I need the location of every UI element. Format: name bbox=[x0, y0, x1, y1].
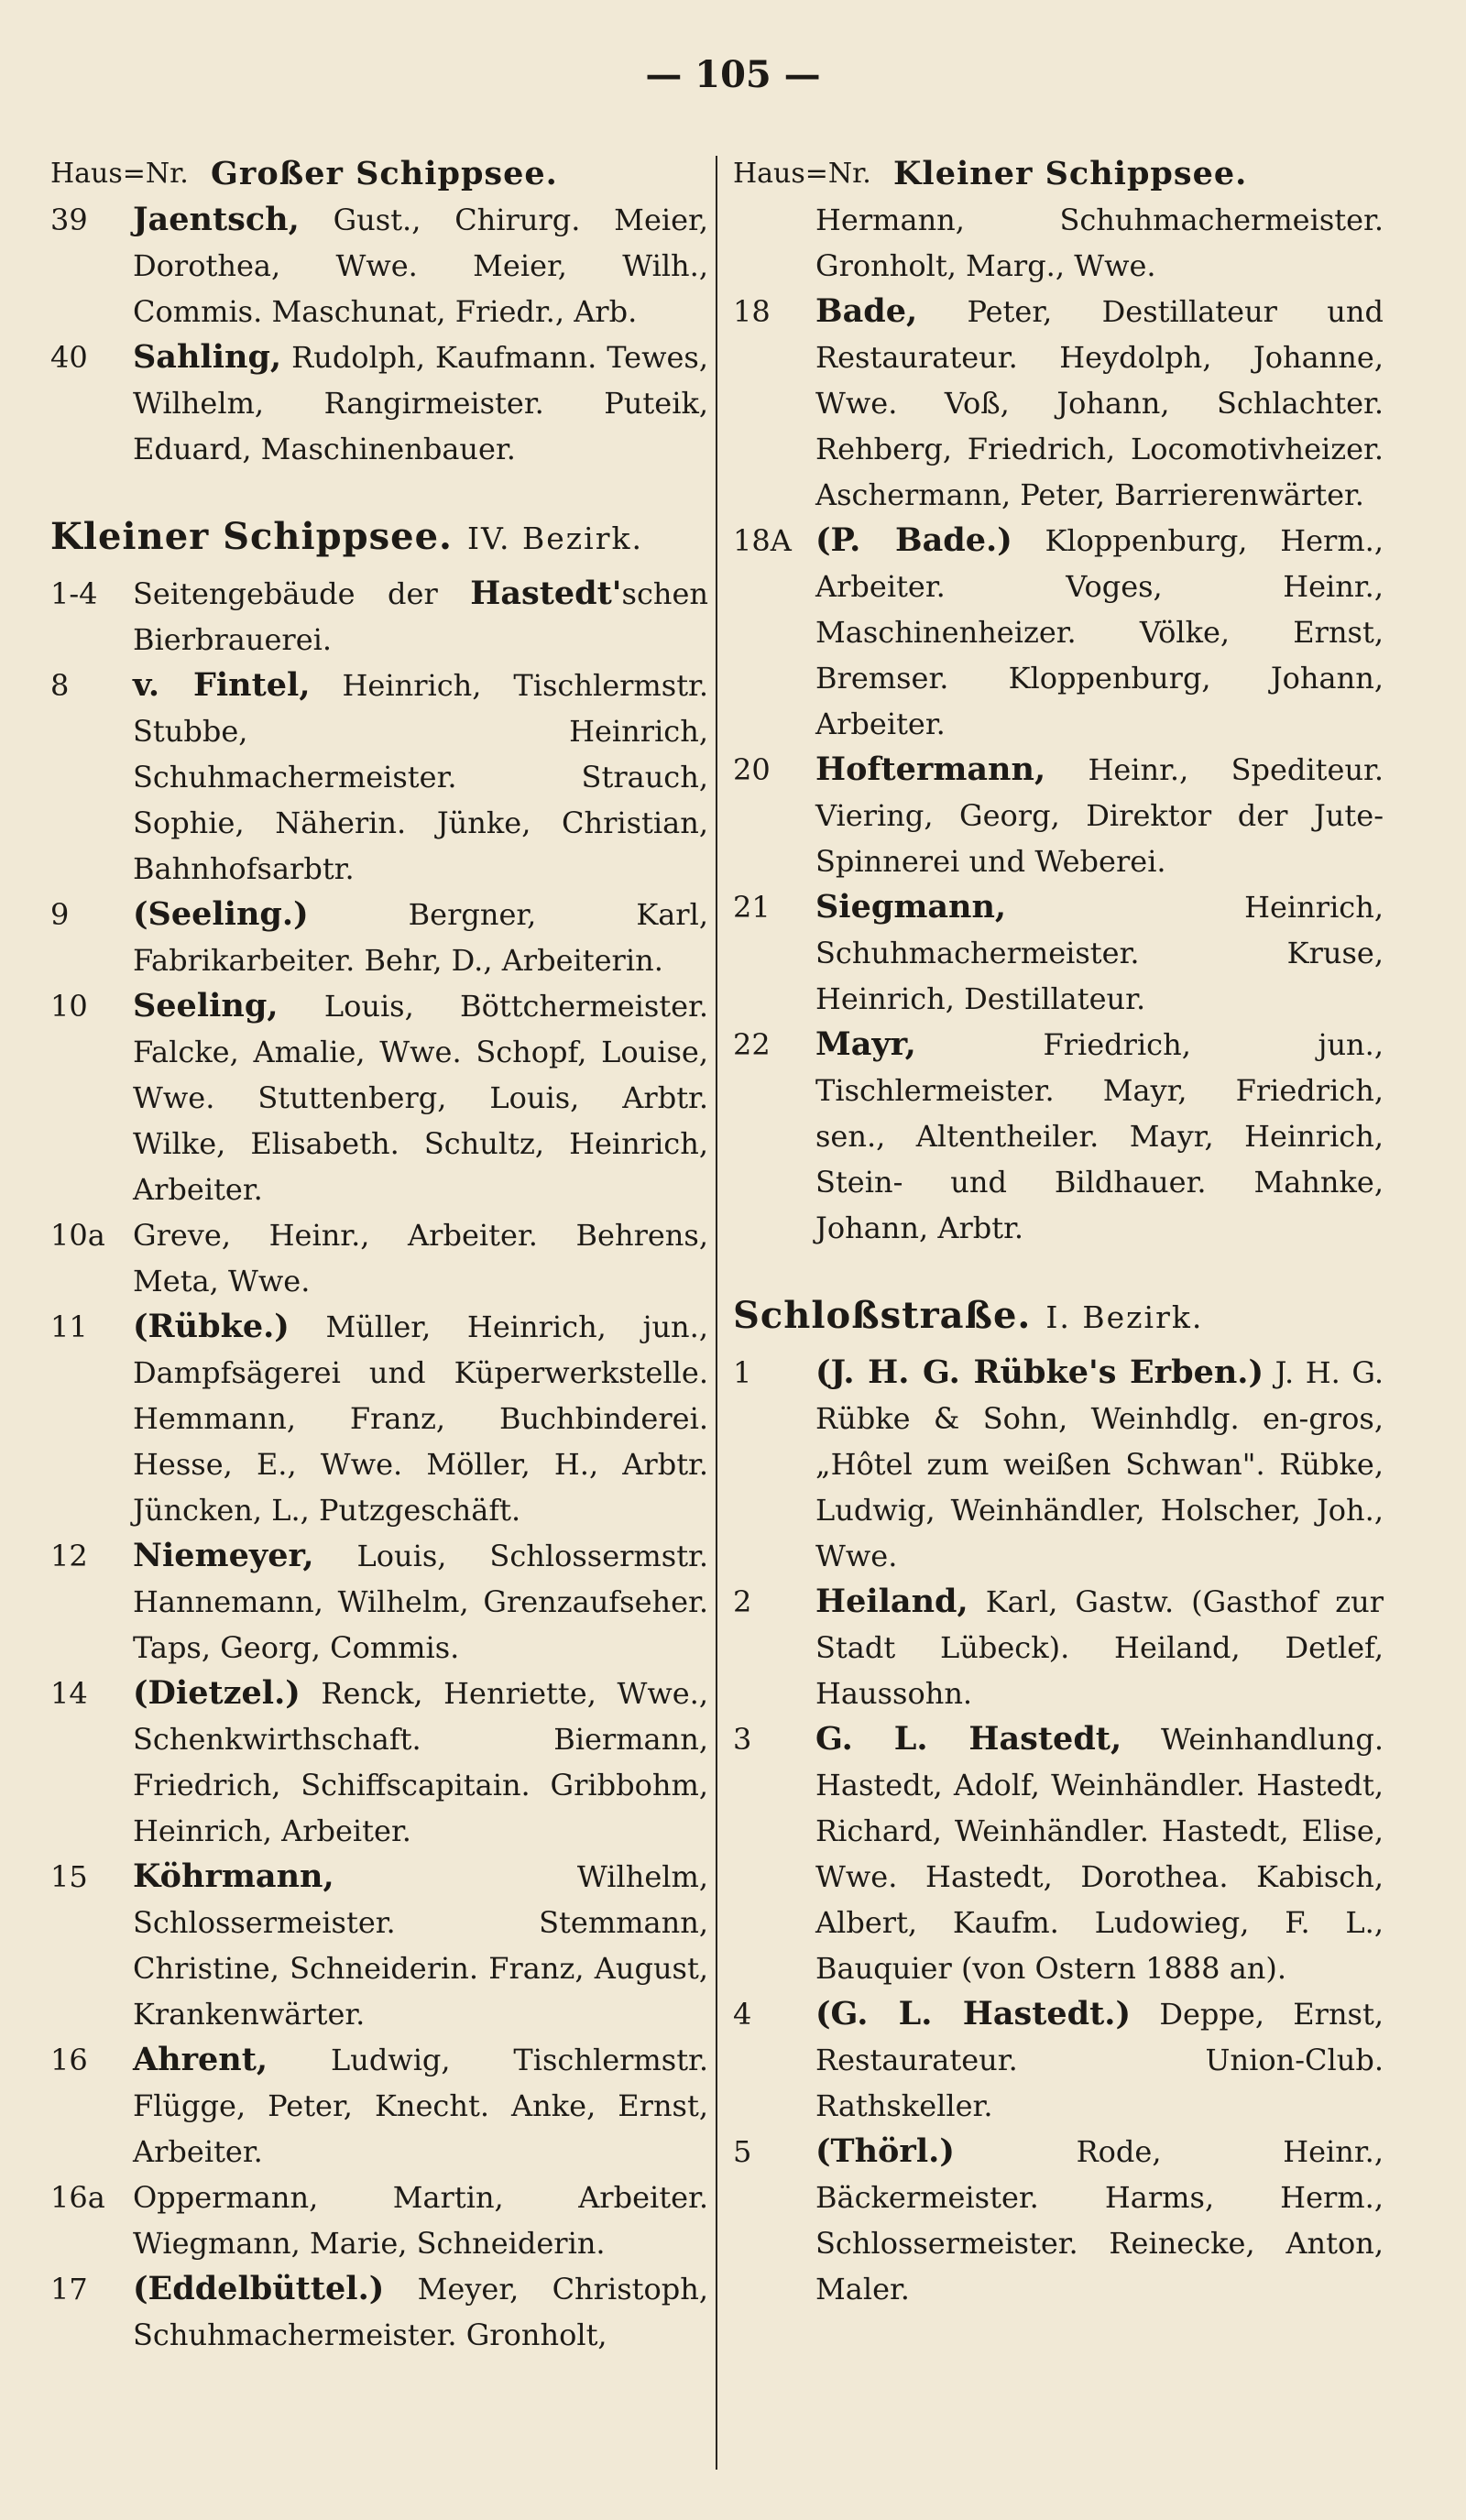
residents-text: Gust., Chirurg. Meier, Dorothea, Wwe. Meier, Wilh., Commis. Maschunat, Friedr., Arb. bbox=[133, 203, 709, 329]
house-number: 17 bbox=[50, 2272, 88, 2306]
residents-text: Deppe, Ernst, Restaurateur. Union-Club. Rathskeller. bbox=[815, 1997, 1384, 2123]
owner-name: Siegmann, bbox=[815, 888, 1007, 926]
house-number: 1-4 bbox=[50, 576, 98, 611]
owner-name: Köhrmann, bbox=[133, 1857, 334, 1895]
section-bezirk: I. Bezirk. bbox=[1045, 1299, 1204, 1335]
owner-name: (J. H. G. Rübke's Erben.) bbox=[815, 1353, 1264, 1391]
house-number: 11 bbox=[50, 1309, 88, 1344]
house-number: 21 bbox=[733, 890, 771, 925]
owner-name: (G. L. Hastedt.) bbox=[815, 1995, 1132, 2032]
house-number: 18A bbox=[733, 523, 792, 558]
residents-text: Müller, Heinrich, jun., Dampfsägerei und Küperwerkstelle. Hemmann, Franz, Buchbinderei. Hesse, E., Wwe. Möller, H., Arbtr. Jüncken, L., Putzgeschäft. bbox=[133, 1309, 708, 1528]
owner-name: (Dietzel.) bbox=[133, 1674, 301, 1712]
house-number: 16a bbox=[50, 2180, 105, 2215]
owner-name: Hoftermann, bbox=[815, 751, 1046, 788]
house-number: 40 bbox=[50, 340, 88, 375]
house-number: 10a bbox=[50, 1218, 105, 1253]
section-bezirk: IV. Bezirk. bbox=[466, 520, 643, 556]
residents-text: Ludwig, Tischlermstr. Flügge, Peter, Knecht. Anke, Ernst, Arbeiter. bbox=[133, 2043, 708, 2169]
directory-entry bbox=[50, 1854, 708, 2037]
right-column bbox=[733, 151, 1384, 2312]
residents-text: Meyer, Christoph, Schuhmachermeister. Gronholt, bbox=[133, 2272, 709, 2352]
house-number: 16 bbox=[50, 2043, 88, 2077]
owner-name: Bade, bbox=[815, 292, 918, 330]
owner-name: Seeling, bbox=[133, 987, 279, 1024]
street-name: Kleiner Schippsee. bbox=[893, 155, 1248, 192]
directory-entry bbox=[733, 2129, 1384, 2312]
directory-entry bbox=[733, 1716, 1384, 1991]
house-number: 4 bbox=[733, 1997, 752, 2032]
residents-text: Rode, Heinr., Bäckermeister. Harms, Herm., Schlossermeister. Reinecke, Anton, Maler. bbox=[815, 2134, 1384, 2306]
residents-text: Hermann, Schuhmachermeister. Gronholt, Marg., Wwe. bbox=[815, 203, 1384, 283]
directory-entry bbox=[733, 518, 1384, 747]
directory-entry bbox=[50, 892, 708, 983]
entry-prefix: Seitengebäude der bbox=[133, 576, 438, 611]
section-title: Kleiner Schippsee. bbox=[50, 515, 453, 558]
left-column bbox=[50, 151, 708, 2358]
house-number: 3 bbox=[733, 1722, 752, 1757]
house-number: 12 bbox=[50, 1539, 88, 1573]
directory-entry bbox=[50, 2037, 708, 2175]
residents-text: schen Bierbrauerei. bbox=[133, 576, 709, 657]
page-number: — 105 — bbox=[645, 53, 821, 96]
directory-entry bbox=[733, 1350, 1384, 1579]
house-number: 15 bbox=[50, 1859, 88, 1894]
hausnr-label: Haus=Nr. bbox=[733, 158, 871, 190]
owner-name: Hastedt' bbox=[470, 575, 622, 612]
directory-entry bbox=[50, 1212, 708, 1304]
section-heading bbox=[733, 1293, 1384, 1350]
house-number: 39 bbox=[50, 203, 88, 237]
residents-text: Louis, Schlossermstr. Hannemann, Wilhelm, Grenzaufseher. Taps, Georg, Commis. bbox=[133, 1539, 709, 1665]
directory-entry-continuation bbox=[733, 197, 1384, 289]
hausnr-label: Haus=Nr. bbox=[50, 158, 189, 190]
directory-entry bbox=[50, 1533, 708, 1671]
owner-name: (Seeling.) bbox=[133, 895, 309, 933]
residents-text: Kloppenburg, Herm., Arbeiter. Voges, Heinr., Maschinenheizer. Völke, Ernst, Bremser. Kloppenburg, Johann, Arbeiter. bbox=[815, 523, 1384, 741]
house-number: 22 bbox=[733, 1027, 771, 1062]
residents-text: Louis, Böttchermeister. Falcke, Amalie, Wwe. Schopf, Louise, Wwe. Stuttenberg, Louis, Arbtr. Wilke, Elisabeth. Schultz, Heinrich, Arbeiter. bbox=[133, 989, 709, 1207]
owner-name: Jaentsch, bbox=[133, 201, 300, 238]
house-number: 8 bbox=[50, 668, 70, 703]
column-divider bbox=[716, 156, 717, 2470]
house-number: 9 bbox=[50, 897, 70, 932]
owner-name: Mayr, bbox=[815, 1025, 916, 1063]
house-number: 14 bbox=[50, 1676, 88, 1711]
section-heading bbox=[50, 514, 708, 571]
house-number: 1 bbox=[733, 1355, 752, 1390]
directory-entry bbox=[50, 571, 708, 663]
owner-name: Niemeyer, bbox=[133, 1537, 314, 1574]
owner-name: (Rübke.) bbox=[133, 1308, 290, 1345]
residents-text: Greve, Heinr., Arbeiter. Behrens, Meta, Wwe. bbox=[133, 1218, 708, 1298]
street-name: Großer Schippsee. bbox=[211, 155, 558, 192]
house-number: 10 bbox=[50, 989, 88, 1024]
residents-text: Bergner, Karl, Fabrikarbeiter. Behr, D., Arbeiterin. bbox=[133, 897, 708, 978]
directory-entry bbox=[50, 1304, 708, 1533]
residents-text: Heinrich, Schuhmachermeister. Kruse, Heinrich, Destillateur. bbox=[815, 890, 1384, 1016]
residents-text: Wilhelm, Schlossermeister. Stemmann, Christine, Schneiderin. Franz, August, Krankenwärter. bbox=[133, 1859, 708, 2032]
residents-text: Karl, Gastw. (Gasthof zur Stadt Lübeck). Heiland, Detlef, Haussohn. bbox=[815, 1584, 1384, 1711]
owner-name: G. L. Hastedt, bbox=[815, 1720, 1122, 1758]
residents-text: Rudolph, Kaufmann. Tewes, Wilhelm, Rangirmeister. Puteik, Eduard, Maschinenbauer. bbox=[133, 340, 709, 466]
residents-text: Renck, Henriette, Wwe., Schenkwirthschaft. Biermann, Friedrich, Schiffscapitain. Gribbohm, Heinrich, Arbeiter. bbox=[133, 1676, 708, 1848]
owner-name: Sahling, bbox=[133, 338, 282, 376]
directory-entry bbox=[733, 1991, 1384, 2129]
directory-entry bbox=[50, 1671, 708, 1854]
residents-text: Heinrich, Tischlermstr. Stubbe, Heinrich, Schuhmachermeister. Strauch, Sophie, Näherin. Jünke, Christian, Bahnhofsarbtr. bbox=[133, 668, 709, 886]
directory-entry bbox=[50, 197, 708, 334]
directory-entry bbox=[733, 1022, 1384, 1251]
directory-entry bbox=[733, 747, 1384, 884]
residents-text: Heinr., Spediteur. Viering, Georg, Direktor der Jute-Spinnerei und Weberei. bbox=[815, 752, 1384, 879]
residents-text: Oppermann, Martin, Arbeiter. Wiegmann, Marie, Schneiderin. bbox=[133, 2180, 708, 2261]
directory-entry bbox=[733, 1579, 1384, 1716]
owner-name: Ahrent, bbox=[133, 2041, 268, 2078]
owner-name: (P. Bade.) bbox=[815, 521, 1012, 559]
directory-entry bbox=[50, 2266, 708, 2358]
directory-entry bbox=[733, 884, 1384, 1022]
residents-text: J. H. G. Rübke & Sohn, Weinhdlg. en-gros, „Hôtel zum weißen Schwan". Rübke, Ludwig, Weinhändler, Holscher, Joh., Wwe. bbox=[815, 1355, 1384, 1573]
residents-text: Peter, Destillateur und Restaurateur. Heydolph, Johanne, Wwe. Voß, Johann, Schlachter. Rehberg, Friedrich, Locomotivheizer. Aschermann, Peter, Barrierenwärter. bbox=[815, 294, 1384, 512]
house-number: 2 bbox=[733, 1584, 752, 1619]
house-number: 5 bbox=[733, 2134, 752, 2169]
owner-name: v. Fintel, bbox=[133, 666, 311, 704]
owner-name: (Eddelbüttel.) bbox=[133, 2270, 385, 2307]
column-header bbox=[733, 151, 1384, 197]
owner-name: Heiland, bbox=[815, 1583, 968, 1620]
directory-entry bbox=[50, 2175, 708, 2266]
owner-name: (Thörl.) bbox=[815, 2132, 955, 2170]
directory-entry bbox=[50, 334, 708, 472]
directory-entry bbox=[50, 663, 708, 892]
residents-text: Weinhandlung. Hastedt, Adolf, Weinhändler. Hastedt, Richard, Weinhändler. Hastedt, Elise, Wwe. Hastedt, Dorothea. Kabisch, Albert, Kaufm. Ludowieg, F. L., Bauquier (von Ostern 1888 an). bbox=[815, 1722, 1384, 1986]
house-number: 18 bbox=[733, 294, 771, 329]
residents-text: Friedrich, jun., Tischlermeister. Mayr, Friedrich, sen., Altentheiler. Mayr, Heinrich, Stein- und Bildhauer. Mahnke, Johann, Arbtr. bbox=[815, 1027, 1384, 1245]
house-number: 20 bbox=[733, 752, 771, 787]
directory-entry bbox=[50, 983, 708, 1212]
section-title: Schloßstraße. bbox=[733, 1294, 1032, 1337]
directory-entry bbox=[733, 289, 1384, 518]
column-header bbox=[50, 151, 708, 197]
